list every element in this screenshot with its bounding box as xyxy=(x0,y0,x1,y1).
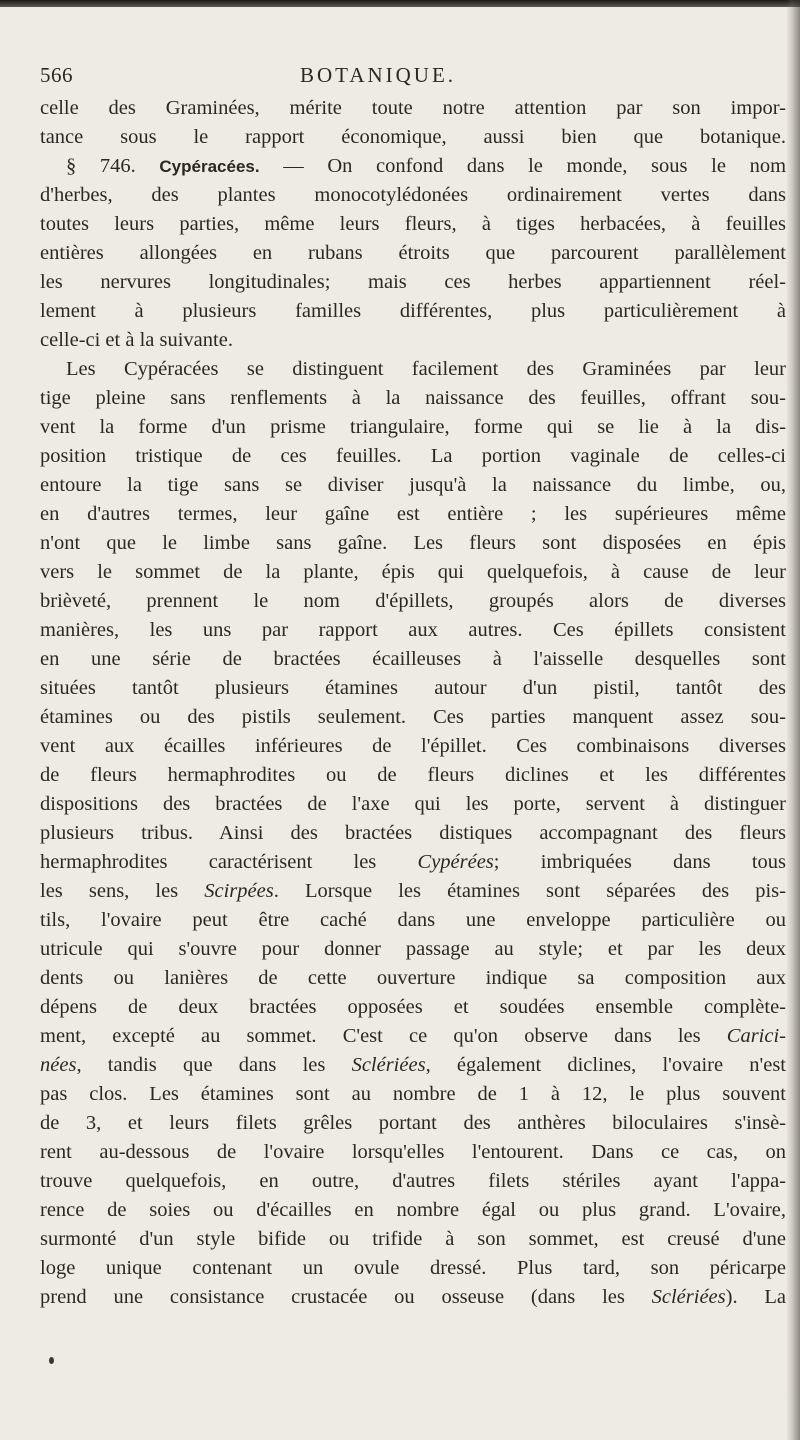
text-line xyxy=(40,790,786,819)
text-segment: — On confond dans le monde, sous le nom xyxy=(259,155,786,177)
text-segment: en d'autres termes, leur gaîne est entière ; les supérieures même xyxy=(40,503,786,525)
text-line xyxy=(40,877,786,906)
text-line xyxy=(40,123,786,152)
text-line xyxy=(40,1254,786,1283)
text-line xyxy=(40,616,786,645)
text-line xyxy=(40,529,786,558)
text-line xyxy=(40,1022,786,1051)
text-segment: prend une consistance crustacée ou osseuse (dans les xyxy=(40,1286,652,1308)
text-segment: tige pleine sans renflements à la naissance des feuilles, offrant sou- xyxy=(40,387,786,409)
text-segment: celle-ci et à la suivante. xyxy=(40,329,233,351)
text-segment: vers le sommet de la plante, épis qui quelquefois, à cause de leur xyxy=(40,561,786,583)
text-segment: tance sous le rapport économique, aussi bien que botanique. xyxy=(40,126,786,148)
text-line xyxy=(40,906,786,935)
text-line xyxy=(40,384,786,413)
text-segment: dents ou lanières de cette ouverture indique sa composition aux xyxy=(40,967,786,989)
text-segment: hermaphrodites caractérisent les xyxy=(40,851,418,873)
text-segment: rence de soies ou d'écailles en nombre égal ou plus grand. L'ovaire, xyxy=(40,1199,786,1221)
text-segment: vent aux écailles inférieures de l'épillet. Ces combinaisons diverses xyxy=(40,735,786,757)
text-segment: position tristique de ces feuilles. La portion vaginale de celles-ci xyxy=(40,445,786,467)
body-text xyxy=(40,94,786,1312)
text-segment: lement à plusieurs familles différentes, plus particulièrement à xyxy=(40,300,786,322)
text-segment: dispositions des bractées de l'axe qui les porte, servent à distinguer xyxy=(40,793,786,815)
text-line xyxy=(40,181,786,210)
text-line xyxy=(40,819,786,848)
text-segment: trouve quelquefois, en outre, d'autres filets stériles ayant l'appa- xyxy=(40,1170,786,1192)
text-segment: les nervures longitudinales; mais ces herbes appartiennent réel- xyxy=(40,271,786,293)
text-segment: surmonté d'un style bifide ou trifide à son sommet, est creusé d'une xyxy=(40,1228,786,1250)
text-segment: Les Cypéracées se distinguent facilement des Graminées par leur xyxy=(66,358,786,380)
text-line xyxy=(40,326,786,355)
text-segment: celle des Graminées, mérite toute notre attention par son impor- xyxy=(40,97,786,119)
italic-term: Scirpées xyxy=(204,880,274,902)
text-segment: tils, l'ovaire peut être caché dans une enveloppe particulière ou xyxy=(40,909,786,931)
text-line xyxy=(40,1138,786,1167)
section-heading: Cypéracées. xyxy=(159,157,260,176)
page-right-edge-shadow xyxy=(786,0,800,1440)
text-segment: en une série de bractées écailleuses à l'aisselle desquelles sont xyxy=(40,648,786,670)
text-line xyxy=(40,355,786,384)
text-segment: brièveté, prennent le nom d'épillets, groupés alors de diverses xyxy=(40,590,786,612)
text-segment: , également diclines, l'ovaire n'est xyxy=(425,1054,786,1076)
text-line xyxy=(40,442,786,471)
text-line xyxy=(40,1080,786,1109)
text-line xyxy=(40,935,786,964)
text-segment: . Lorsque les étamines sont séparées des pis- xyxy=(273,880,786,902)
text-segment: dépens de deux bractées opposées et soudées ensemble complète- xyxy=(40,996,786,1018)
text-line xyxy=(40,500,786,529)
text-line xyxy=(40,1225,786,1254)
text-line xyxy=(40,471,786,500)
text-segment: ; imbriquées dans tous xyxy=(493,851,786,873)
text-line xyxy=(40,239,786,268)
text-segment: les sens, les xyxy=(40,880,205,902)
text-line xyxy=(40,1283,786,1312)
text-segment: situées tantôt plusieurs étamines autour d'un pistil, tantôt des xyxy=(40,677,786,699)
italic-term: Sclériées xyxy=(651,1286,726,1308)
text-segment: n'ont que le limbe sans gaîne. Les fleurs sont disposées en épis xyxy=(40,532,786,554)
running-head: BOTANIQUE. xyxy=(300,63,457,87)
text-segment: manières, les uns par rapport aux autres. Ces épillets consistent xyxy=(40,619,786,641)
text-line xyxy=(40,297,786,326)
text-line xyxy=(40,1196,786,1225)
text-line xyxy=(40,210,786,239)
text-line xyxy=(40,413,786,442)
text-line xyxy=(40,703,786,732)
text-segment: utricule qui s'ouvre pour donner passage au style; et par les deux xyxy=(40,938,786,960)
text-line xyxy=(40,964,786,993)
text-segment: d'herbes, des plantes monocotylédonées ordinairement vertes dans xyxy=(40,184,786,206)
page-number: 566 xyxy=(40,63,73,87)
text-segment: loge unique contenant un ovule dressé. Plus tard, son péricarpe xyxy=(40,1257,786,1279)
text-segment: de fleurs hermaphrodites ou de fleurs diclines et les différentes xyxy=(40,764,786,786)
page-top-edge xyxy=(0,0,800,7)
text-line xyxy=(40,558,786,587)
text-line xyxy=(40,94,786,123)
text-segment: plusieurs tribus. Ainsi des bractées distiques accompagnant des fleurs xyxy=(40,822,786,844)
text-line xyxy=(40,1051,786,1080)
text-segment: entières allongées en rubans étroits que parcourent parallèlement xyxy=(40,242,786,264)
italic-term: nées xyxy=(40,1054,77,1076)
text-segment: ). La xyxy=(725,1286,786,1308)
ink-mark xyxy=(49,1357,54,1364)
text-line xyxy=(40,761,786,790)
text-line xyxy=(40,993,786,1022)
text-segment: vent la forme d'un prisme triangulaire, forme qui se lie à la dis- xyxy=(40,416,786,438)
text-segment: toutes leurs parties, même leurs fleurs, à tiges herbacées, à feuilles xyxy=(40,213,786,235)
text-line xyxy=(40,587,786,616)
text-segment: rent au-dessous de l'ovaire lorsqu'elles l'entourent. Dans ce cas, on xyxy=(40,1141,786,1163)
text-segment: ment, excepté au sommet. C'est ce qu'on observe dans les xyxy=(40,1025,727,1047)
text-segment: de 3, et leurs filets grêles portant des anthères biloculaires s'insè- xyxy=(40,1112,786,1134)
text-segment: , tandis que dans les xyxy=(76,1054,352,1076)
text-line xyxy=(40,1167,786,1196)
text-line xyxy=(40,674,786,703)
text-line xyxy=(40,645,786,674)
text-segment: étamines ou des pistils seulement. Ces parties manquent assez sou- xyxy=(40,706,786,728)
text-segment: pas clos. Les étamines sont au nombre de 1 à 12, le plus souvent xyxy=(40,1083,786,1105)
italic-term: Carici- xyxy=(726,1025,786,1047)
text-line xyxy=(40,268,786,297)
text-line xyxy=(40,848,786,877)
italic-term: Sclériées xyxy=(351,1054,426,1076)
text-line xyxy=(40,1109,786,1138)
text-line xyxy=(40,152,786,181)
page-header xyxy=(40,63,760,93)
text-segment: § 746. xyxy=(66,155,160,177)
text-segment: entoure la tige sans se diviser jusqu'à la naissance du limbe, ou, xyxy=(40,474,786,496)
italic-term: Cypérées xyxy=(417,851,494,873)
text-line xyxy=(40,732,786,761)
